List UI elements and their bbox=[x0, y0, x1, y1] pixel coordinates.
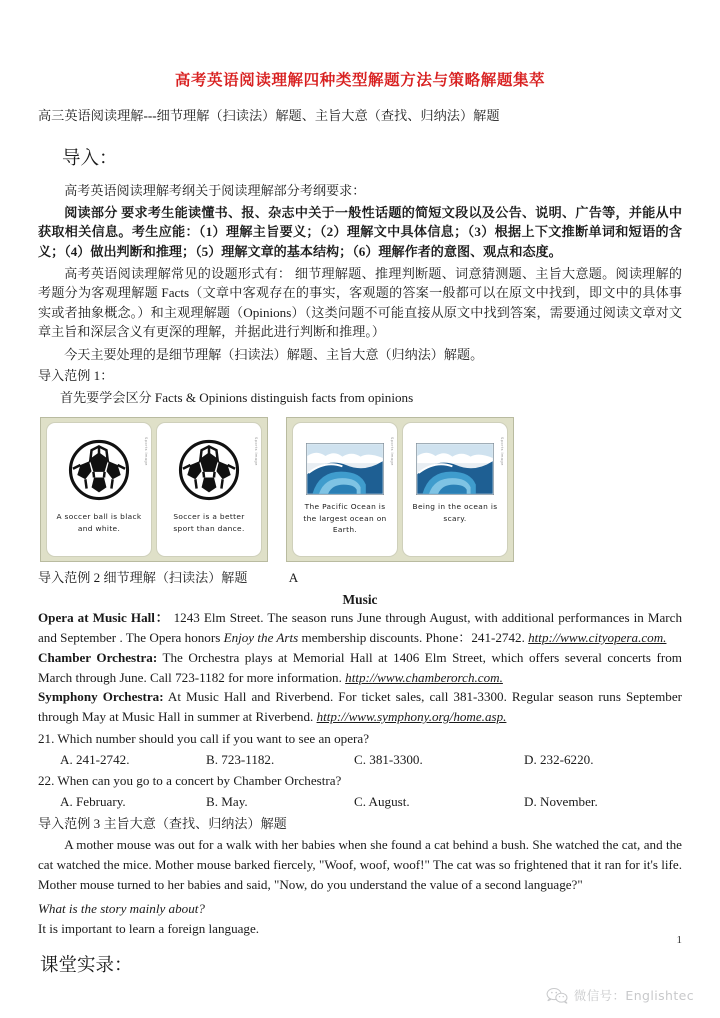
story-paragraph: A mother mouse was out for a walk with her babies when she found a cat behind a bush. She watched the cat, and the cat watched the mice. Mother mouse barked fiercely, "Woof, woof, woof!" The cat was so frightened that it ran for it's life. Mother mouse turned to her babies and said, "Now, do you understand the value of a second language?" bbox=[38, 837, 682, 893]
example-3-label: 导入范例 3 主旨大意（查找、归纳法）解题 bbox=[38, 815, 287, 831]
flashcard-caption: A soccer ball is black and white. bbox=[56, 512, 142, 533]
wechat-badge bbox=[546, 986, 694, 1004]
listing-body-1: At Music Hall and Riverbend. For ticket sales, call 381-3300. Regular season runs September through May at Music Hall in summer at Riverbend. bbox=[38, 689, 682, 725]
watermark-label: Sports Image bbox=[500, 437, 504, 466]
flashcard-pair-ocean bbox=[286, 417, 514, 562]
intro-paragraph-3: 高考英语阅读理解常见的设题形式有： 细节理解题、推理判断题、词意猜测题、主旨大意题。阅读理解的考题分为客观理解题 Facts（文章中客观存在的事实，客观题的答案一般都可以在原文中找到，即文中的具体事实或者抽象概念。）和主观理解题（Opinions）（这类问题不可能直接从原文中找到答案，需要通过阅读文章对文章主旨和深层含义有更深的理解，并据此进行判断和推理。） bbox=[38, 266, 682, 340]
example-1-label: 导入范例 1： bbox=[38, 367, 114, 383]
listing-opera bbox=[38, 608, 682, 648]
listing-link[interactable]: http://www.symphony.org/home.asp. bbox=[316, 709, 507, 725]
soccer-ball-icon bbox=[68, 433, 130, 507]
flashcard-ocean-opinion bbox=[402, 422, 508, 557]
listing-chamber bbox=[38, 648, 682, 688]
ocean-wave-icon bbox=[416, 441, 494, 497]
soccer-ball-icon bbox=[178, 433, 240, 507]
question-22: 22. When can you go to a concert by Chamber Orchestra? bbox=[38, 773, 342, 789]
facts-opinions-subline: 首先要学会区分 Facts & Opinions distinguish facts from opinions bbox=[60, 389, 414, 405]
listing-body-1: 1243 Elm Street. The season runs June through August, with additional performances in March and September . The Opera honors bbox=[38, 609, 683, 645]
choice-a[interactable]: A. February. bbox=[60, 794, 126, 810]
document-subtitle: 高三英语阅读理解---细节理解（扫读法）解题、主旨大意（查找、归纳法）解题 bbox=[38, 108, 500, 123]
flashcard-soccer-opinion bbox=[156, 422, 262, 557]
listing-name: Symphony Orchestra: bbox=[38, 689, 164, 705]
flashcard-caption: Being in the ocean is scary. bbox=[412, 502, 498, 523]
choice-b[interactable]: B. May. bbox=[206, 794, 248, 810]
flashcard-ocean-fact bbox=[292, 422, 398, 557]
intro-paragraph-1: 高考英语阅读理解考纲关于阅读理解部分考纲要求： bbox=[64, 182, 366, 198]
choice-d[interactable]: D. November. bbox=[524, 794, 598, 810]
flashcard-caption: The Pacific Ocean is the largest ocean on Earth. bbox=[303, 502, 387, 535]
story-answer: It is important to learn a foreign language. bbox=[38, 920, 260, 936]
question-21: 21. Which number should you call if you want to see an opera? bbox=[38, 731, 370, 747]
passage-title: Music bbox=[342, 591, 378, 607]
question-21-choices bbox=[38, 749, 682, 770]
choice-d[interactable]: D. 232-6220. bbox=[524, 751, 594, 767]
listing-name: Opera at Music Hall： bbox=[38, 609, 170, 625]
choice-c[interactable]: C. 381-3300. bbox=[354, 751, 423, 767]
listing-italic: Enjoy the Arts bbox=[223, 629, 299, 645]
wechat-icon bbox=[546, 987, 568, 1004]
listing-link[interactable]: http://www.chamberorch.com. bbox=[345, 669, 503, 685]
section-letter: A bbox=[288, 570, 299, 586]
listing-name: Chamber Orchestra: bbox=[38, 649, 158, 665]
watermark-label: Sports Image bbox=[390, 437, 394, 466]
choice-c[interactable]: C. August. bbox=[354, 794, 410, 810]
listing-symphony bbox=[38, 687, 682, 727]
page-number: 1 bbox=[676, 934, 682, 946]
choice-b[interactable]: B. 723-1182. bbox=[206, 751, 275, 767]
example-2-label-text: 导入范例 2 细节理解（扫读法）解题 bbox=[38, 570, 248, 586]
wechat-label: 微信号：Englishtec bbox=[573, 988, 694, 1003]
watermark-label: Sports Image bbox=[254, 437, 258, 466]
choice-a[interactable]: A. 241-2742. bbox=[60, 751, 130, 767]
watermark-label: Sports Image bbox=[144, 437, 148, 466]
flashcard-strip bbox=[38, 407, 682, 562]
listing-link[interactable]: http://www.cityopera.com. bbox=[528, 629, 667, 645]
flashcard-pair-soccer bbox=[40, 417, 268, 562]
intro-heading: 导入： bbox=[62, 149, 118, 170]
flashcard-caption: Soccer is a better sport than dance. bbox=[173, 512, 245, 533]
example-2-label bbox=[38, 562, 682, 588]
ocean-wave-icon bbox=[306, 441, 384, 497]
intro-paragraph-4: 今天主要处理的是细节理解（扫读法）解题、主旨大意（归纳法）解题。 bbox=[64, 346, 484, 362]
story-question: What is the story mainly about? bbox=[38, 901, 205, 917]
flashcard-soccer-fact bbox=[46, 422, 152, 557]
listing-body-1: The Orchestra plays at Memorial Hall at 1406 Elm Street, which offers several concerts from March through June. Call 723-1182 for more information. bbox=[38, 649, 682, 685]
listing-body-2: membership discounts. Phone：241-2742. bbox=[298, 629, 529, 645]
intro-paragraph-2: 阅读部分 要求考生能读懂书、报、杂志中关于一般性话题的简短文段以及公告、说明、广告等，并能从中获取相关信息。考生应能：（1）理解主旨要义；（2）理解文中具体信息；（3）根据上下文推断单词和短语的含义；（4）做出判断和推理；（5）理解文章的基本结构；（6）理解作者的意图、观点和态度。 bbox=[38, 204, 682, 259]
question-22-choices bbox=[38, 791, 682, 812]
closing-heading: 课堂实录： bbox=[40, 956, 133, 977]
page-title: 高考英语阅读理解四种类型解题方法与策略解题集萃 bbox=[174, 71, 546, 89]
